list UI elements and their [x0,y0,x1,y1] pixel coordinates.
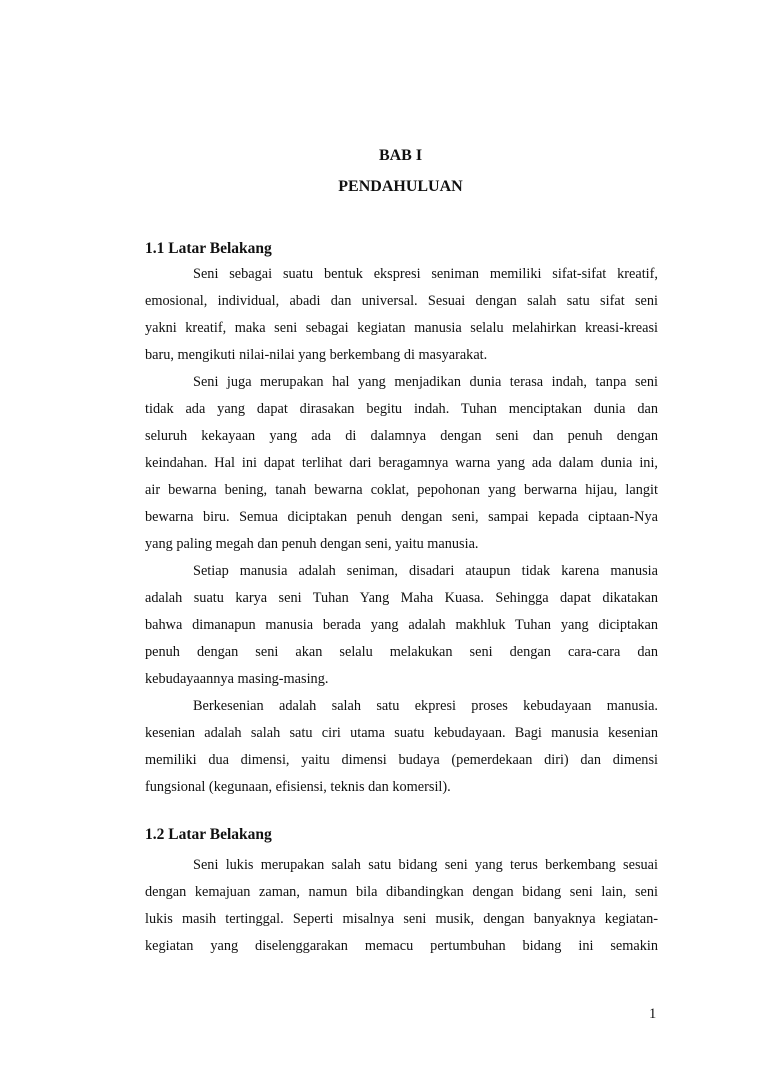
paragraph-line: lukis masih tertinggal. Seperti misalnya seni musik, dengan banyaknya kegiatan- [145,911,658,927]
paragraph-line: bewarna biru. Semua diciptakan penuh dengan seni, sampai kepada ciptaan-Nya [145,509,658,525]
paragraph-line: Setiap manusia adalah seniman, disadari ataupun tidak karena manusia [193,563,658,579]
paragraph-line: kegiatan yang diselenggarakan memacu pertumbuhan bidang ini semakin [145,938,658,954]
paragraph-line: Berkesenian adalah salah satu ekpresi proses kebudayaan manusia. [193,698,658,714]
paragraph-line: Seni sebagai suatu bentuk ekspresi seniman memiliki sifat-sifat kreatif, [193,266,658,282]
paragraph-line: baru, mengikuti nilai-nilai yang berkembang di masyarakat. [145,347,488,363]
paragraph-line: memiliki dua dimensi, yaitu dimensi budaya (pemerdekaan diri) dan dimensi [145,752,658,768]
page-number: 1 [649,1006,657,1022]
section-heading-1-1: 1.1 Latar Belakang [145,240,272,257]
chapter-number: BAB I [378,147,423,164]
paragraph-line: fungsional (kegunaan, efisiensi, teknis dan komersil). [145,779,451,795]
paragraph-line: penuh dengan seni akan selalu melakukan seni dengan cara-cara dan [145,644,658,660]
paragraph-line: tidak ada yang dapat dirasakan begitu indah. Tuhan menciptakan dunia dan [145,401,658,417]
paragraph-line: yang paling megah dan penuh dengan seni, yaitu manusia. [145,536,479,552]
paragraph-line: keindahan. Hal ini dapat terlihat dari beragamnya warna yang ada dalam dunia ini, [145,455,658,471]
paragraph-line: yakni kreatif, maka seni sebagai kegiatan manusia selalu melahirkan kreasi-kreasi [145,320,658,336]
paragraph-line: bahwa dimanapun manusia berada yang adalah makhluk Tuhan yang diciptakan [145,617,658,633]
paragraph-line: emosional, individual, abadi dan universal. Sesuai dengan salah satu sifat seni [145,293,658,309]
paragraph-line: kebudayaannya masing-masing. [145,671,329,687]
paragraph-line: seluruh kekayaan yang ada di dalamnya dengan seni dan penuh dengan [145,428,658,444]
paragraph-line: kesenian adalah salah satu ciri utama suatu kebudayaan. Bagi manusia kesenian [145,725,658,741]
section-heading-1-2: 1.2 Latar Belakang [145,826,272,843]
paragraph-line: air bewarna bening, tanah bewarna coklat, pepohonan yang berwarna hijau, langit [145,482,658,498]
paragraph-line: Seni juga merupakan hal yang menjadikan dunia terasa indah, tanpa seni [193,374,658,390]
paragraph-line: Seni lukis merupakan salah satu bidang seni yang terus berkembang sesuai [193,857,658,873]
chapter-title: PENDAHULUAN [338,178,463,195]
paragraph-line: dengan kemajuan zaman, namun bila dibandingkan dengan bidang seni lain, seni [145,884,658,900]
paragraph-line: adalah suatu karya seni Tuhan Yang Maha Kuasa. Sehingga dapat dikatakan [145,590,658,606]
